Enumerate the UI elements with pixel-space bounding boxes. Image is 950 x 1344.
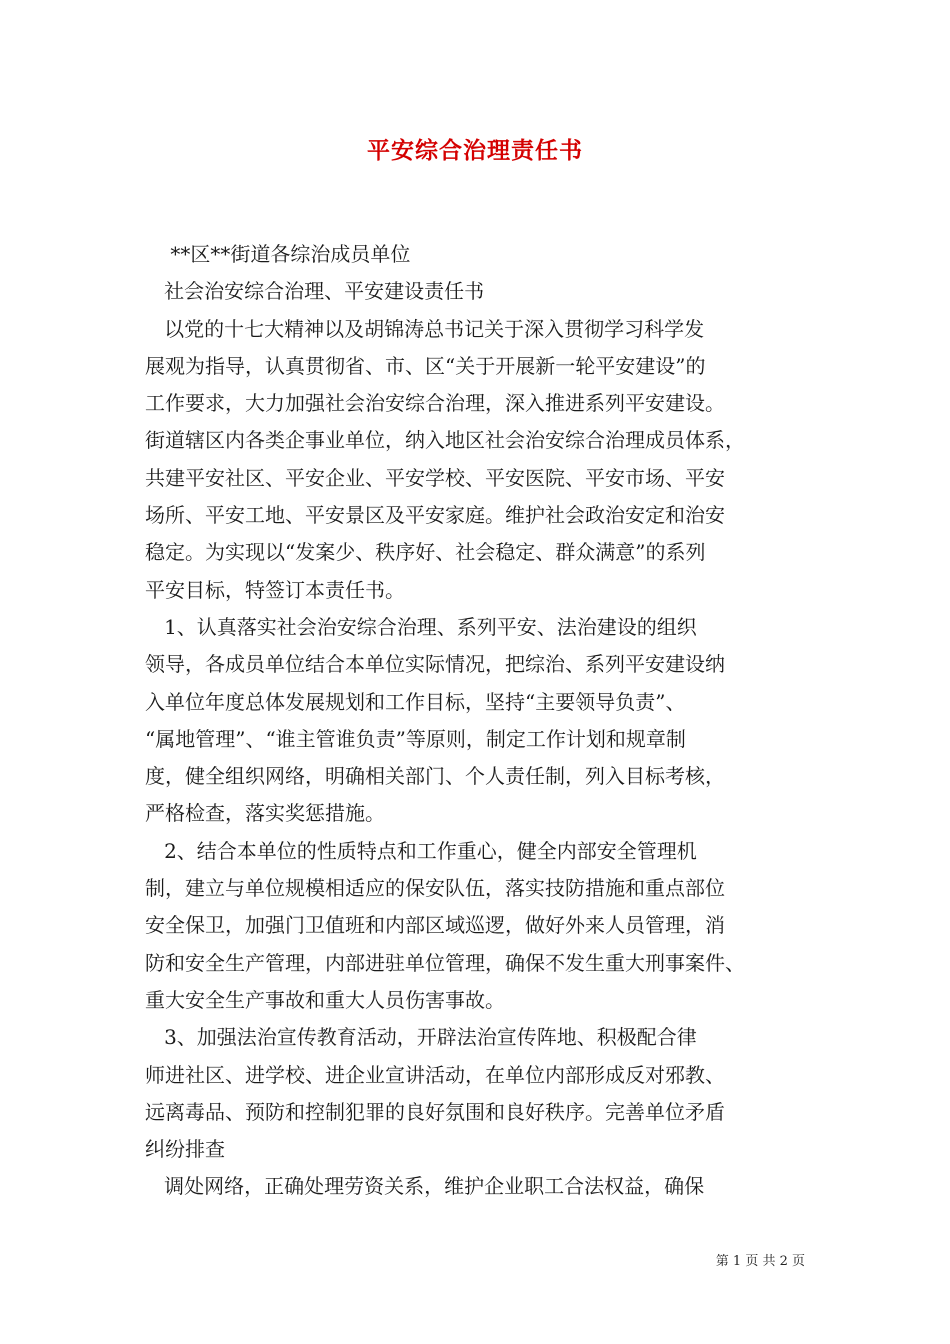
- body-line: 稳定。为实现以“发案少、秩序好、社会稳定、群众满意”的系列: [145, 540, 706, 565]
- body-line: 平安目标，特签订本责任书。: [145, 577, 405, 602]
- body-line: 工作要求，大力加强社会治安综合治理，深入推进系列平安建设。: [145, 391, 725, 416]
- body-line: 度，健全组织网络，明确相关部门、个人责任制，列入目标考核，: [145, 764, 725, 789]
- body-line: 以党的十七大精神以及胡锦涛总书记关于深入贯彻学习科学发: [145, 316, 705, 341]
- body-line: **区**街道各综治成员单位: [145, 242, 411, 266]
- body-line: 街道辖区内各类企事业单位，纳入地区社会治安综合治理成员体系，: [145, 428, 745, 453]
- page-number-footer: 第 1 页 共 2 页: [715, 1254, 805, 1269]
- document-body: [145, 236, 810, 1206]
- body-line: 3、加强法治宣传教育活动，开辟法治宣传阵地、积极配合律: [145, 1025, 697, 1050]
- body-line: 防和安全生产管理，内部进驻单位管理，确保不发生重大刑事案件、: [145, 950, 745, 975]
- body-line: 共建平安社区、平安企业、平安学校、平安医院、平安市场、平安: [145, 465, 725, 490]
- body-line: 调处网络，正确处理劳资关系，维护企业职工合法权益，确保: [145, 1174, 705, 1199]
- body-line: 社会治安综合治理、平安建设责任书: [145, 279, 485, 304]
- body-line: 展观为指导，认真贯彻省、市、区“关于开展新一轮平安建设”的: [145, 353, 706, 378]
- body-line: 纠纷排查: [145, 1137, 225, 1162]
- body-line: 入单位年度总体发展规划和工作目标，坚持“主要领导负责”、: [145, 689, 686, 714]
- body-line: 重大安全生产事故和重大人员伤害事故。: [145, 987, 505, 1012]
- body-line: 严格检查，落实奖惩措施。: [145, 801, 385, 826]
- body-line: 制，建立与单位规模相适应的保安队伍，落实技防措施和重点部位: [145, 876, 725, 901]
- body-line: 安全保卫，加强门卫值班和内部区域巡逻，做好外来人员管理，消: [145, 913, 725, 938]
- body-line: 领导，各成员单位结合本单位实际情况，把综治、系列平安建设纳: [145, 652, 725, 677]
- body-line: 1、认真落实社会治安综合治理、系列平安、法治建设的组织: [145, 614, 697, 639]
- body-line: 2、结合本单位的性质特点和工作重心，健全内部安全管理机: [145, 838, 697, 863]
- body-line: 师进社区、进学校、进企业宣讲活动，在单位内部形成反对邪教、: [145, 1062, 725, 1087]
- body-line: 场所、平安工地、平安景区及平安家庭。维护社会政治安定和治安: [145, 503, 725, 528]
- document-title: 平安综合治理责任书: [367, 137, 583, 164]
- body-line: “属地管理”、“谁主管谁负责”等原则，制定工作计划和规章制: [145, 726, 686, 751]
- body-line: 远离毒品、预防和控制犯罪的良好氛围和良好秩序。完善单位矛盾: [145, 1099, 725, 1124]
